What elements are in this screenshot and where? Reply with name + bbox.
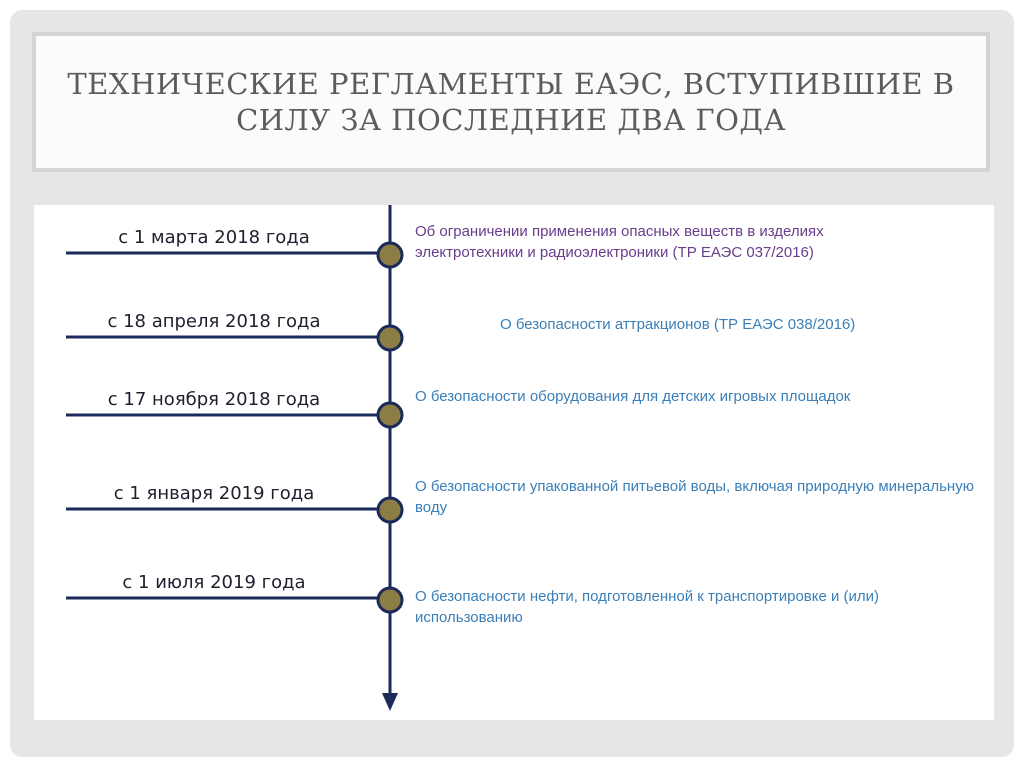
date-label-1: с 1 марта 2018 года — [118, 227, 310, 248]
date-label-4: с 1 января 2019 года — [113, 483, 315, 504]
timeline-node-1 — [378, 243, 402, 267]
slide-title: ТЕХНИЧЕСКИЕ РЕГЛАМЕНТЫ ЕАЭС, ВСТУПИВШИЕ В СИЛУ ЗА ПОСЛЕДНИЕ ДВА ГОДА — [67, 67, 955, 137]
event-text-4: О безопасности упакованной питьевой воды, включая природную минеральную воду — [415, 478, 974, 516]
date-label-3: с 17 ноября 2018 года — [107, 389, 321, 410]
timeline — [34, 205, 994, 720]
event-text-2: О безопасности аттракционов (ТР ЕАЭС 038/2016) — [500, 316, 856, 333]
timeline-node-3 — [378, 403, 402, 427]
event-text-3: О безопасности оборудования для детских игровых площадок — [415, 388, 851, 405]
timeline-arrowhead-icon — [382, 693, 398, 711]
timeline-node-4 — [378, 498, 402, 522]
title-box — [32, 32, 990, 172]
event-text-1: Об ограничении применения опасных веществ в изделиях электротехники и радиоэлектроники (ТР ЕАЭС 037/2016) — [415, 223, 824, 261]
timeline-node-2 — [378, 326, 402, 350]
date-label-2: с 18 апреля 2018 года — [107, 311, 321, 332]
timeline-node-5 — [378, 588, 402, 612]
event-text-5: О безопасности нефти, подготовленной к транспортировке и (или) использованию — [415, 588, 880, 626]
date-label-5: с 1 июля 2019 года — [122, 572, 306, 593]
